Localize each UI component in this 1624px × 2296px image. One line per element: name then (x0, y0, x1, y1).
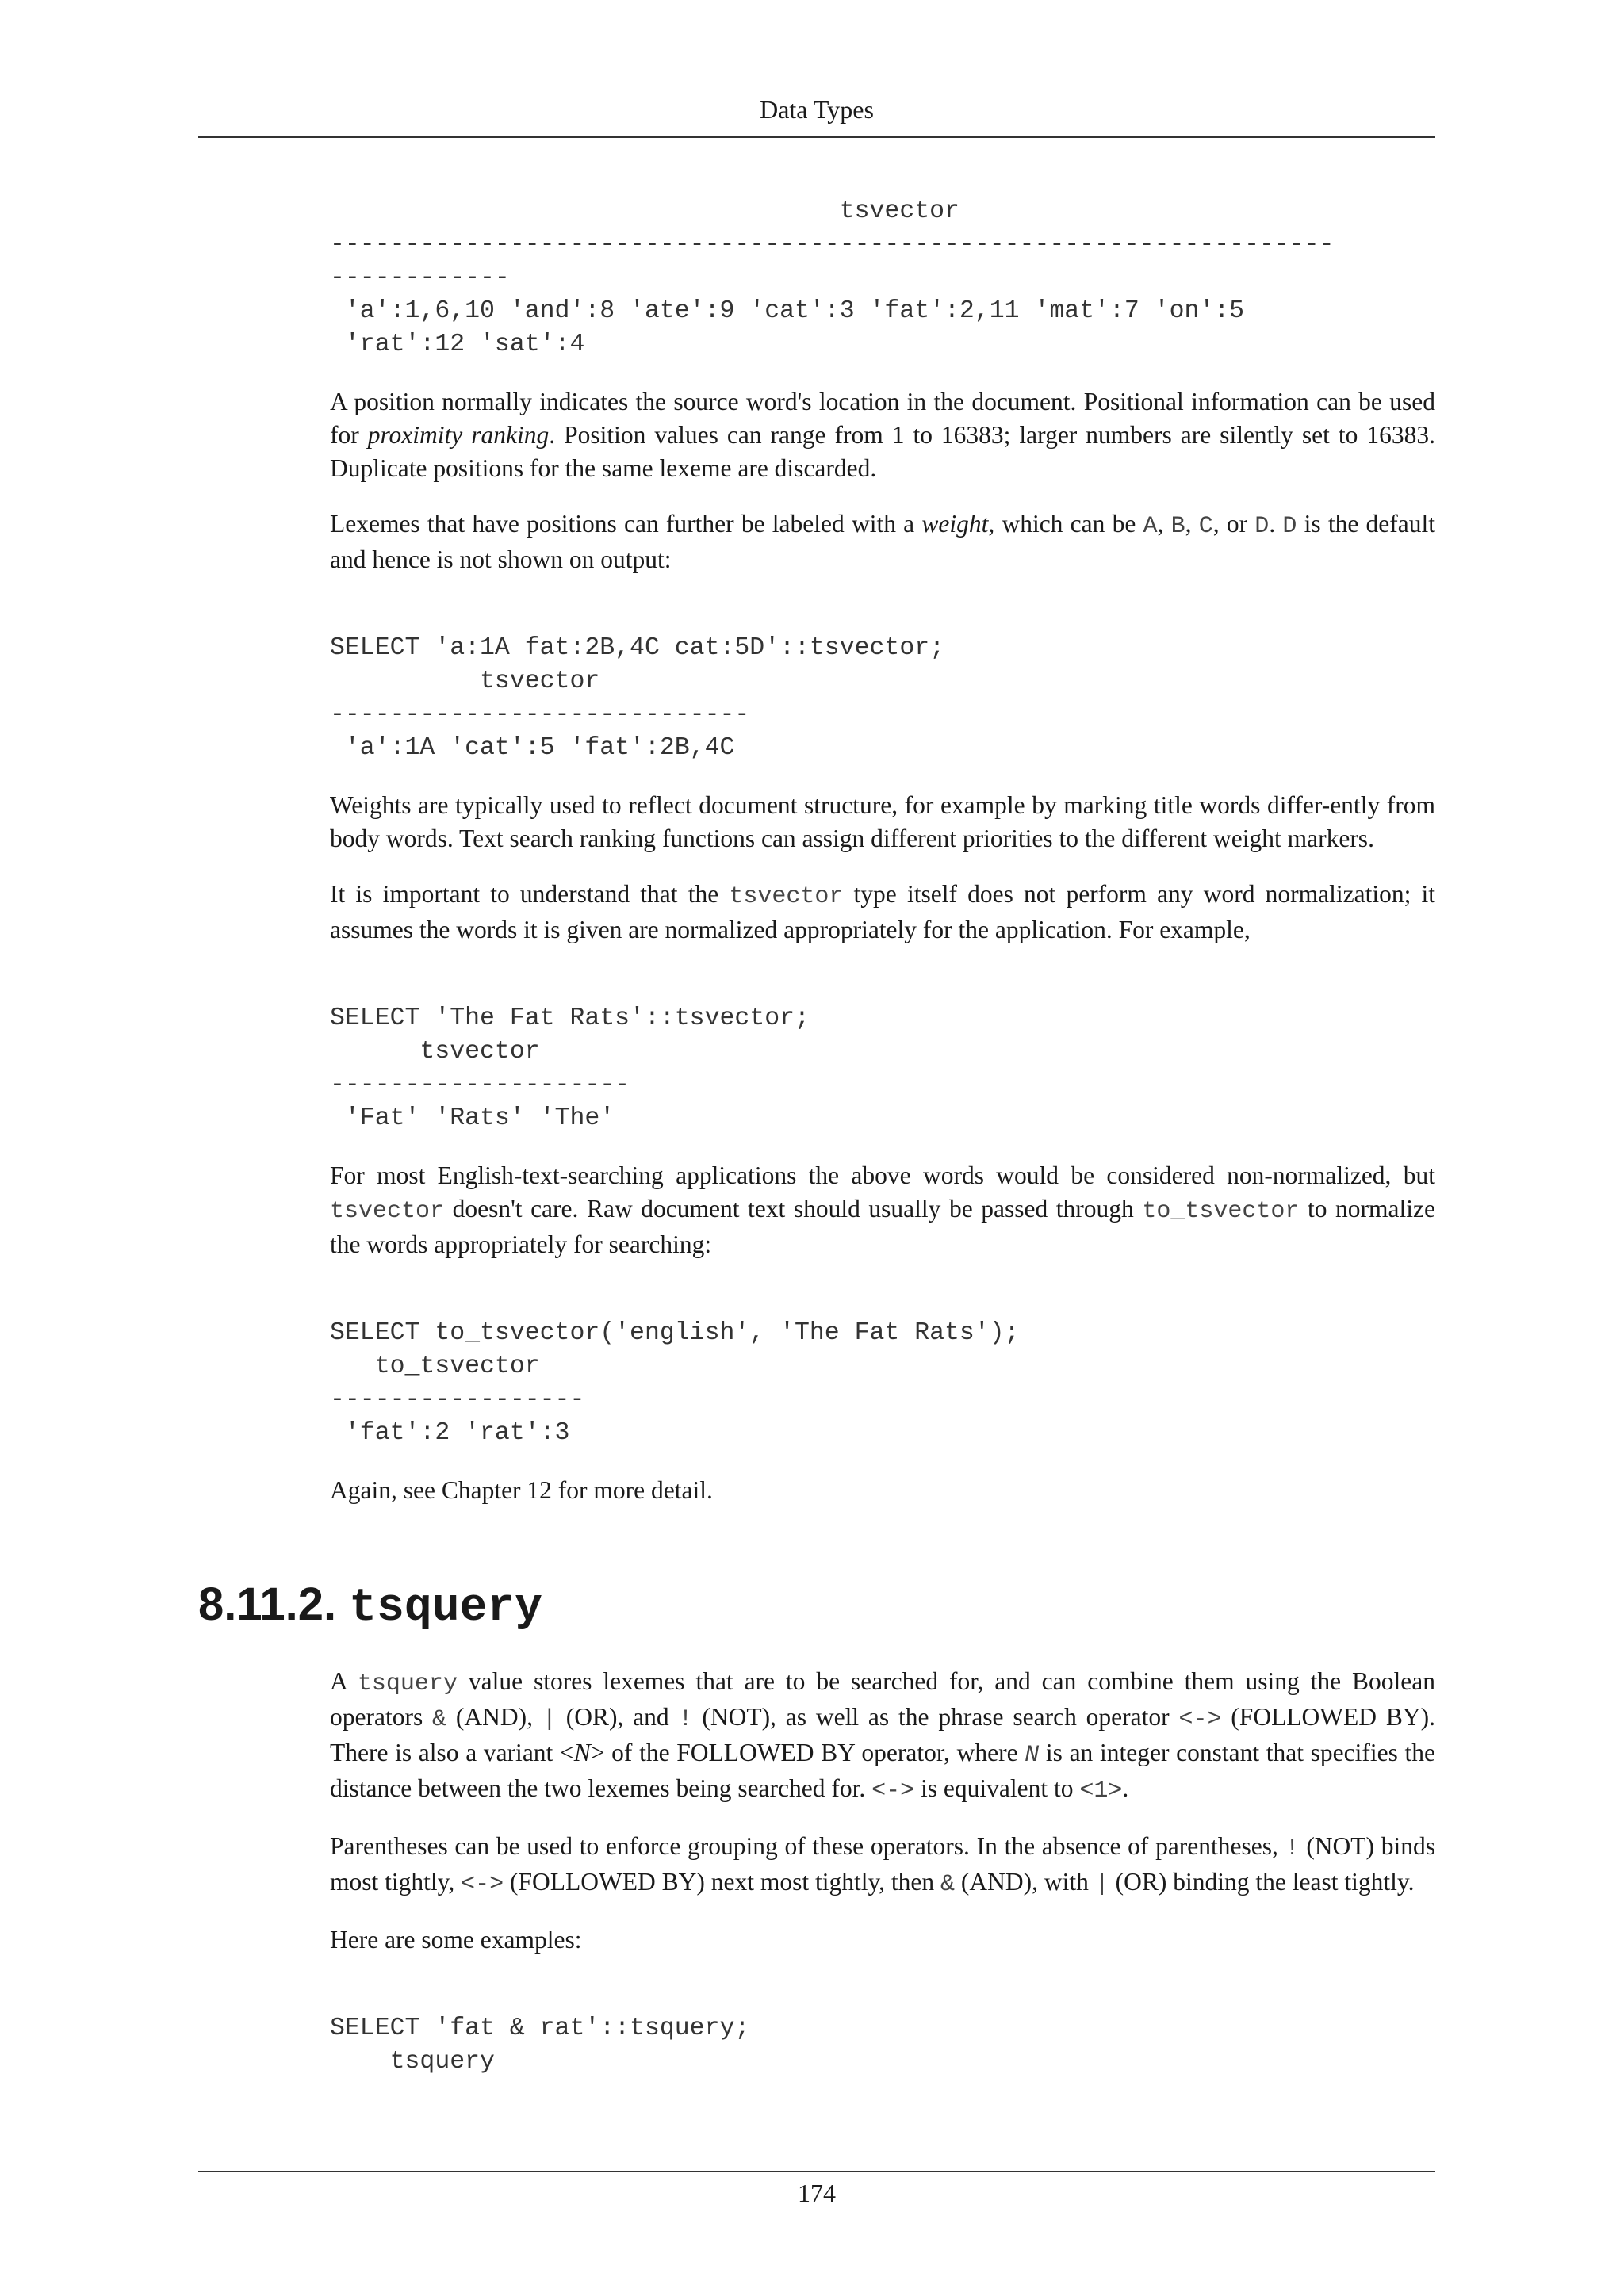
paragraph-tsquery-intro: A tsquery value stores lexemes that are to be searched for, and can combine them using the Boolean operators & (AND), | (OR), and ! (NOT), as well as the phrase search operator <-> (FOLLOWED BY). There is also a variant <N> of the FOLLOWED BY operator, where N is an integer constant that specifies the distance between the two lexemes being searched for. <-> is equivalent to <1>. (330, 1667, 1435, 1804)
code-block-tsquery-example: SELECT 'fat & rat'::tsquery; tsquery (330, 2015, 750, 2076)
paragraph-see-chapter: Again, see Chapter 12 for more detail. (330, 1476, 713, 1504)
paragraph-weight: Lexemes that have positions can further be labeled with a weight, which can be A, B, C, or D. D is the default and hence is not shown on output: (330, 510, 1436, 573)
code-block-fat-rats: SELECT 'The Fat Rats'::tsvector; tsvector -------------------- 'Fat' 'Rats' 'The' (330, 1004, 810, 1132)
footer-rule (198, 2171, 1435, 2172)
paragraph-examples-intro: Here are some examples: (330, 1926, 582, 1954)
paragraph-non-normalized: For most English-text-searching applications the above words would be considered non-normalized, but tsvector doesn't care. Raw document text should usually be passed through to_tsvector to normalize the words appropriately for searching: (330, 1161, 1435, 1258)
section-heading: 8.11.2. tsquery (198, 1578, 542, 1634)
code-block-tsvector-output: tsvector ------------------------------------------------------------------- ------------ 'a':1,6,10 'and':8 'ate':9 'cat':3 'fat':2,11 'mat':7 'on':5 'rat':12 'sat':4 (330, 197, 1335, 358)
paragraph-normalization: It is important to understand that the tsvector type itself does not perform any word normalization; it assumes the words it is given are normalized appropriately for the application. For example, (330, 880, 1435, 943)
paragraph-weights-usage: Weights are typically used to reflect document structure, for example by marking title words differ-ently from body words. Text search ranking functions can assign different priorities to the different weight markers. (330, 791, 1435, 852)
code-block-weights-example: SELECT 'a:1A fat:2B,4C cat:5D'::tsvector; tsvector ---------------------------- 'a':1A 'cat':5 'fat':2B,4C (330, 634, 945, 762)
paragraph-position: A position normally indicates the source word's location in the document. Positional information can be used for proximity ranking. Position values can range from 1 to 16383; larger numbers are silently set to 16383. Duplicate positions for the same lexeme are discarded. (330, 388, 1436, 482)
header-rule (198, 136, 1435, 138)
code-block-to-tsvector: SELECT to_tsvector('english', 'The Fat Rats'); to_tsvector ----------------- 'fat':2 'rat':3 (330, 1319, 1020, 1447)
page-header: Data Types (760, 95, 874, 124)
page-content (330, 195, 1435, 1507)
page-content-section (330, 1665, 1435, 2079)
page-number: 174 (798, 2179, 836, 2207)
paragraph-operator-precedence: Parentheses can be used to enforce grouping of these operators. In the absence of parentheses, ! (NOT) binds most tightly, <-> (FOLLOWED BY) next most tightly, then & (AND), with | (OR) binding the least tightly. (330, 1832, 1435, 1898)
